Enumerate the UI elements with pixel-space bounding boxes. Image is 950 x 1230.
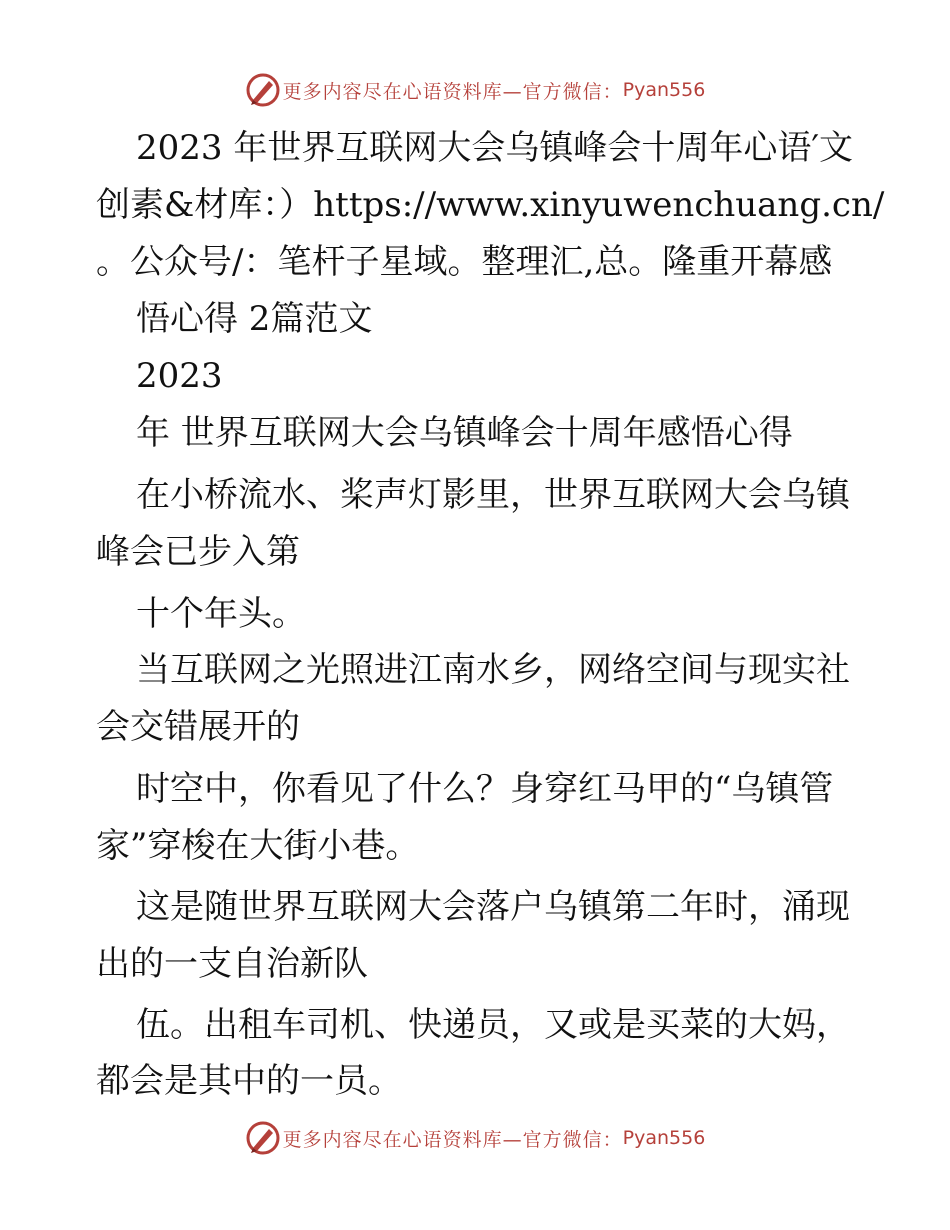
pen-logo-icon bbox=[245, 72, 281, 108]
body-line: 会交错展开的 bbox=[96, 707, 300, 747]
body-line: 家”穿梭在大街小巷。 bbox=[96, 826, 420, 866]
body-line: 。公众号/：笔杆子星域。整理汇,总。隆重开幕感 bbox=[96, 242, 833, 282]
header-wechat-id: Pyan556 bbox=[622, 79, 706, 101]
body-line: 在小桥流水、桨声灯影里，世界互联网大会乌镇 bbox=[136, 475, 850, 515]
body-line: 这是随世界互联网大会落户乌镇第二年时，涌现 bbox=[136, 887, 850, 927]
header-banner bbox=[0, 70, 950, 110]
body-line[interactable]: 创素&材库：）https://www.xinyuwenchuang.cn/ bbox=[96, 185, 885, 225]
footer-banner bbox=[0, 1118, 950, 1158]
body-line: 2023 bbox=[136, 356, 223, 396]
body-line: 时空中，你看见了什么？身穿红马甲的“乌镇管 bbox=[136, 769, 834, 809]
body-line: 都会是其中的一员。 bbox=[96, 1061, 402, 1101]
body-line: 峰会已步入第 bbox=[96, 532, 300, 572]
body-line: 当互联网之光照进江南水乡，网络空间与现实社 bbox=[136, 650, 850, 690]
footer-banner-text: 更多内容尽在心语资料库—官方微信： bbox=[282, 1128, 623, 1151]
body-line: 2023 年世界互联网大会乌镇峰会十周年心语′文 bbox=[136, 128, 854, 168]
body-line: 出的一支自治新队 bbox=[96, 944, 368, 984]
body-line: 伍。出租车司机、快递员，又或是买菜的大妈， bbox=[136, 1005, 850, 1045]
body-line: 十个年头。 bbox=[136, 594, 306, 634]
header-banner-text: 更多内容尽在心语资料库—官方微信： bbox=[282, 80, 623, 103]
pen-logo-icon bbox=[245, 1120, 281, 1156]
footer-wechat-id: Pyan556 bbox=[622, 1127, 706, 1149]
section-heading: 年 世界互联网大会乌镇峰会十周年感悟心得 bbox=[136, 413, 793, 453]
body-line: 悟心得 2篇范文 bbox=[136, 299, 373, 339]
